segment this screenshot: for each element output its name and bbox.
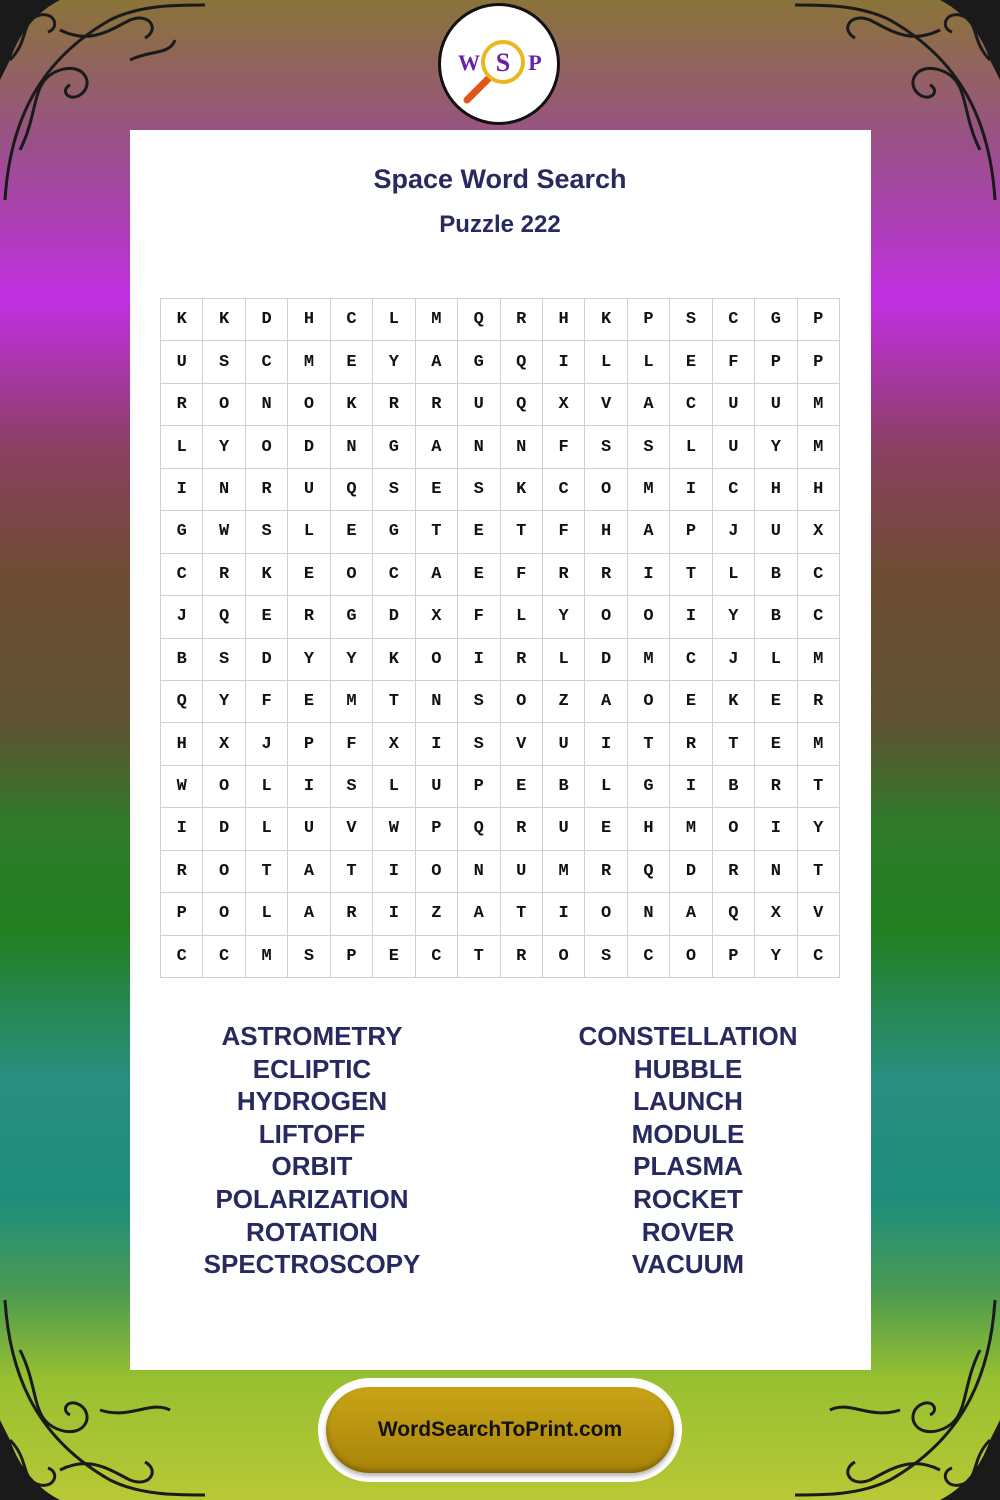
grid-cell[interactable]: W [203, 511, 245, 553]
grid-cell[interactable]: Q [458, 299, 500, 341]
grid-cell[interactable]: F [246, 681, 288, 723]
grid-cell[interactable]: K [585, 299, 627, 341]
grid-cell[interactable]: M [798, 723, 840, 765]
grid-cell[interactable]: U [543, 723, 585, 765]
word-list-item: ORBIT [271, 1151, 353, 1182]
grid-cell[interactable]: I [585, 723, 627, 765]
grid-cell[interactable]: F [543, 426, 585, 468]
grid-cell[interactable]: P [670, 511, 712, 553]
grid-cell[interactable]: Y [373, 341, 415, 383]
grid-cell[interactable]: O [288, 384, 330, 426]
grid-cell[interactable]: H [628, 808, 670, 850]
word-list-item: ROVER [641, 1216, 735, 1247]
grid-cell[interactable]: L [288, 511, 330, 553]
grid-cell[interactable]: M [628, 469, 670, 511]
grid-cell[interactable]: R [501, 936, 543, 978]
grid-cell[interactable]: M [288, 341, 330, 383]
grid-cell[interactable]: T [501, 893, 543, 935]
grid-cell[interactable]: J [161, 596, 203, 638]
grid-cell[interactable]: I [288, 766, 330, 808]
grid-cell[interactable]: U [501, 851, 543, 893]
grid-cell[interactable]: A [628, 384, 670, 426]
grid-cell[interactable]: H [755, 469, 797, 511]
grid-cell[interactable]: S [628, 426, 670, 468]
grid-cell[interactable]: G [628, 766, 670, 808]
grid-cell[interactable]: R [373, 384, 415, 426]
word-list-item: MODULE [631, 1118, 745, 1149]
grid-cell[interactable]: A [416, 426, 458, 468]
grid-cell[interactable]: I [670, 469, 712, 511]
word-list-item: ROTATION [246, 1216, 378, 1247]
grid-cell[interactable]: G [755, 299, 797, 341]
grid-cell[interactable]: C [416, 936, 458, 978]
grid-cell[interactable]: Y [203, 426, 245, 468]
grid-cell[interactable]: Y [798, 808, 840, 850]
word-list-item: VACUUM [631, 1249, 745, 1280]
grid-cell[interactable]: O [331, 554, 373, 596]
grid-cell[interactable]: T [798, 766, 840, 808]
grid-cell[interactable]: G [331, 596, 373, 638]
grid-cell[interactable]: A [288, 893, 330, 935]
word-list-item: HYDROGEN [236, 1086, 388, 1117]
grid-cell[interactable]: P [288, 723, 330, 765]
grid-cell[interactable]: O [203, 384, 245, 426]
grid-cell[interactable]: Y [203, 681, 245, 723]
grid-cell[interactable]: B [543, 766, 585, 808]
grid-cell[interactable]: B [161, 639, 203, 681]
word-list-item: POLARIZATION [215, 1183, 409, 1214]
grid-cell[interactable]: C [798, 596, 840, 638]
grid-cell[interactable]: T [670, 554, 712, 596]
grid-cell[interactable]: R [161, 851, 203, 893]
grid-cell[interactable]: N [755, 851, 797, 893]
grid-cell[interactable]: M [798, 426, 840, 468]
grid-cell[interactable]: M [416, 299, 458, 341]
grid-cell[interactable]: O [203, 893, 245, 935]
grid-cell[interactable]: Y [713, 596, 755, 638]
grid-cell[interactable]: E [288, 554, 330, 596]
grid-cell[interactable]: D [670, 851, 712, 893]
grid-cell[interactable]: P [458, 766, 500, 808]
word-list-item: LIFTOFF [258, 1118, 366, 1149]
grid-cell[interactable]: I [543, 893, 585, 935]
grid-cell[interactable]: T [416, 511, 458, 553]
grid-cell[interactable]: A [670, 893, 712, 935]
grid-cell[interactable]: E [331, 511, 373, 553]
grid-cell[interactable]: Y [288, 639, 330, 681]
grid-cell[interactable]: B [713, 766, 755, 808]
grid-cell[interactable]: Q [203, 596, 245, 638]
grid-cell[interactable]: U [543, 808, 585, 850]
grid-cell[interactable]: W [373, 808, 415, 850]
grid-cell[interactable]: T [713, 723, 755, 765]
grid-cell[interactable]: C [670, 639, 712, 681]
grid-cell[interactable]: U [416, 766, 458, 808]
grid-cell[interactable]: E [288, 681, 330, 723]
grid-cell[interactable]: O [628, 596, 670, 638]
grid-cell[interactable]: N [458, 851, 500, 893]
grid-cell[interactable]: J [713, 511, 755, 553]
letter-grid [160, 298, 840, 978]
grid-cell[interactable]: F [713, 341, 755, 383]
grid-cell[interactable]: L [246, 766, 288, 808]
grid-cell[interactable]: O [585, 469, 627, 511]
grid-cell[interactable]: I [373, 893, 415, 935]
grid-cell[interactable]: A [416, 341, 458, 383]
puzzle-number: Puzzle 222 [439, 211, 561, 238]
grid-cell[interactable]: S [458, 723, 500, 765]
grid-cell[interactable]: N [246, 384, 288, 426]
grid-cell[interactable]: I [458, 639, 500, 681]
grid-cell[interactable]: H [798, 469, 840, 511]
grid-cell[interactable]: B [755, 596, 797, 638]
grid-cell[interactable]: Z [416, 893, 458, 935]
grid-cell[interactable]: U [755, 511, 797, 553]
grid-cell[interactable]: S [458, 681, 500, 723]
grid-cell[interactable]: I [670, 766, 712, 808]
magnifier-logo-icon [449, 14, 549, 114]
grid-cell[interactable]: S [203, 341, 245, 383]
grid-cell[interactable]: N [458, 426, 500, 468]
grid-cell[interactable]: U [713, 426, 755, 468]
grid-cell[interactable]: N [416, 681, 458, 723]
grid-cell[interactable]: C [246, 341, 288, 383]
word-list-right [528, 1020, 848, 1281]
grid-cell[interactable]: C [331, 299, 373, 341]
grid-cell[interactable]: O [203, 766, 245, 808]
grid-cell[interactable]: Y [755, 936, 797, 978]
grid-cell[interactable]: Q [458, 808, 500, 850]
grid-cell[interactable]: C [798, 554, 840, 596]
grid-cell[interactable]: S [585, 936, 627, 978]
grid-cell[interactable]: X [543, 384, 585, 426]
grid-cell[interactable]: L [713, 554, 755, 596]
grid-cell[interactable]: H [543, 299, 585, 341]
grid-cell[interactable]: P [331, 936, 373, 978]
grid-cell[interactable]: E [755, 723, 797, 765]
grid-cell[interactable]: C [628, 936, 670, 978]
grid-cell[interactable]: E [331, 341, 373, 383]
grid-cell[interactable]: I [161, 808, 203, 850]
grid-cell[interactable]: Q [628, 851, 670, 893]
grid-cell[interactable]: G [373, 511, 415, 553]
grid-cell[interactable]: H [288, 299, 330, 341]
grid-cell[interactable]: K [501, 469, 543, 511]
grid-cell[interactable]: I [670, 596, 712, 638]
grid-cell[interactable]: H [161, 723, 203, 765]
logo-letter-s: S [495, 48, 511, 77]
grid-cell[interactable]: U [288, 808, 330, 850]
grid-cell[interactable]: T [501, 511, 543, 553]
grid-cell[interactable]: L [501, 596, 543, 638]
grid-cell[interactable]: S [458, 469, 500, 511]
grid-cell[interactable]: P [755, 341, 797, 383]
grid-cell[interactable]: Q [713, 893, 755, 935]
grid-cell[interactable]: E [755, 681, 797, 723]
grid-cell[interactable]: L [543, 639, 585, 681]
grid-cell[interactable]: G [458, 341, 500, 383]
grid-cell[interactable]: C [798, 936, 840, 978]
grid-cell[interactable]: F [331, 723, 373, 765]
grid-cell[interactable]: K [331, 384, 373, 426]
grid-cell[interactable]: D [288, 426, 330, 468]
word-list-item: ASTROMETRY [221, 1021, 403, 1051]
grid-cell[interactable]: R [288, 596, 330, 638]
grid-cell[interactable]: F [543, 511, 585, 553]
grid-cell[interactable]: O [543, 936, 585, 978]
grid-cell[interactable]: K [161, 299, 203, 341]
grid-cell[interactable]: N [501, 426, 543, 468]
word-list-item: HUBBLE [633, 1053, 743, 1084]
grid-cell[interactable]: R [246, 469, 288, 511]
grid-cell[interactable]: L [373, 299, 415, 341]
grid-cell[interactable]: A [585, 681, 627, 723]
grid-cell[interactable]: O [585, 893, 627, 935]
grid-cell[interactable]: C [373, 554, 415, 596]
grid-cell[interactable]: L [585, 766, 627, 808]
grid-cell[interactable]: F [501, 554, 543, 596]
grid-cell[interactable]: E [670, 681, 712, 723]
grid-cell[interactable]: O [203, 851, 245, 893]
grid-cell[interactable]: O [713, 808, 755, 850]
grid-cell[interactable]: E [501, 766, 543, 808]
grid-cell[interactable]: B [755, 554, 797, 596]
site-logo[interactable] [438, 3, 560, 125]
grid-cell[interactable]: I [161, 469, 203, 511]
grid-cell[interactable]: R [798, 681, 840, 723]
grid-cell[interactable]: C [670, 384, 712, 426]
grid-cell[interactable]: D [585, 639, 627, 681]
grid-cell[interactable]: M [798, 384, 840, 426]
word-list-item: SPECTROSCOPY [203, 1249, 421, 1280]
grid-cell[interactable]: V [585, 384, 627, 426]
grid-cell[interactable]: I [755, 808, 797, 850]
grid-cell[interactable]: I [628, 554, 670, 596]
grid-cell[interactable]: X [798, 511, 840, 553]
grid-cell[interactable]: E [373, 936, 415, 978]
grid-cell[interactable]: S [203, 639, 245, 681]
grid-cell[interactable]: Q [161, 681, 203, 723]
word-list-item: PLASMA [633, 1151, 743, 1182]
grid-cell[interactable]: R [501, 299, 543, 341]
grid-cell[interactable]: L [585, 341, 627, 383]
grid-cell[interactable]: P [628, 299, 670, 341]
grid-cell[interactable]: R [585, 554, 627, 596]
grid-cell[interactable]: V [331, 808, 373, 850]
grid-cell[interactable]: D [246, 639, 288, 681]
grid-cell[interactable]: T [798, 851, 840, 893]
grid-cell[interactable]: L [670, 426, 712, 468]
grid-cell[interactable]: V [501, 723, 543, 765]
grid-cell[interactable]: Y [331, 639, 373, 681]
grid-cell[interactable]: L [373, 766, 415, 808]
grid-cell[interactable]: C [713, 469, 755, 511]
grid-cell[interactable]: P [416, 808, 458, 850]
grid-cell[interactable]: R [670, 723, 712, 765]
grid-cell[interactable]: P [798, 341, 840, 383]
grid-cell[interactable]: O [501, 681, 543, 723]
puzzle-title: Space Word Search [373, 164, 627, 194]
grid-cell[interactable]: T [373, 681, 415, 723]
grid-cell[interactable]: L [246, 808, 288, 850]
grid-cell[interactable]: D [203, 808, 245, 850]
grid-cell[interactable]: T [628, 723, 670, 765]
grid-cell[interactable]: I [373, 851, 415, 893]
grid-cell[interactable]: O [628, 681, 670, 723]
grid-cell[interactable]: I [416, 723, 458, 765]
grid-cell[interactable]: R [203, 554, 245, 596]
grid-cell[interactable]: S [670, 299, 712, 341]
grid-cell[interactable]: R [543, 554, 585, 596]
grid-cell[interactable]: J [713, 639, 755, 681]
grid-cell[interactable]: T [331, 851, 373, 893]
grid-cell[interactable]: A [458, 893, 500, 935]
grid-cell[interactable]: O [416, 851, 458, 893]
grid-cell[interactable]: R [331, 893, 373, 935]
grid-cell[interactable]: U [713, 384, 755, 426]
grid-cell[interactable]: K [203, 299, 245, 341]
grid-cell[interactable]: P [713, 936, 755, 978]
grid-cell[interactable]: R [755, 766, 797, 808]
grid-cell[interactable]: C [161, 554, 203, 596]
grid-cell[interactable]: E [458, 554, 500, 596]
grid-cell[interactable]: L [161, 426, 203, 468]
grid-cell[interactable]: K [373, 639, 415, 681]
grid-cell[interactable]: C [161, 936, 203, 978]
grid-cell[interactable]: Z [543, 681, 585, 723]
grid-cell[interactable]: U [161, 341, 203, 383]
grid-cell[interactable]: S [585, 426, 627, 468]
grid-cell[interactable]: D [246, 299, 288, 341]
grid-cell[interactable]: R [416, 384, 458, 426]
grid-cell[interactable]: E [585, 808, 627, 850]
grid-cell[interactable]: G [373, 426, 415, 468]
website-label[interactable]: WordSearchToPrint.com [326, 1387, 674, 1473]
grid-cell[interactable]: O [246, 426, 288, 468]
grid-cell[interactable]: Y [755, 426, 797, 468]
grid-cell[interactable]: M [543, 851, 585, 893]
grid-cell[interactable]: M [246, 936, 288, 978]
grid-cell[interactable]: K [713, 681, 755, 723]
grid-cell[interactable]: T [246, 851, 288, 893]
grid-cell[interactable]: C [713, 299, 755, 341]
grid-cell[interactable]: C [203, 936, 245, 978]
grid-cell[interactable]: U [288, 469, 330, 511]
grid-cell[interactable]: O [670, 936, 712, 978]
grid-cell[interactable]: R [501, 808, 543, 850]
grid-cell[interactable]: G [161, 511, 203, 553]
grid-cell[interactable]: M [628, 639, 670, 681]
grid-cell[interactable]: Q [331, 469, 373, 511]
grid-cell[interactable]: S [288, 936, 330, 978]
grid-cell[interactable]: L [628, 341, 670, 383]
grid-cell[interactable]: C [543, 469, 585, 511]
grid-cell[interactable]: U [755, 384, 797, 426]
grid-cell[interactable]: E [670, 341, 712, 383]
grid-cell[interactable]: J [246, 723, 288, 765]
grid-cell[interactable]: Q [501, 341, 543, 383]
grid-cell[interactable]: X [416, 596, 458, 638]
grid-cell[interactable]: D [373, 596, 415, 638]
logo-letter-w: W [458, 50, 480, 75]
grid-cell[interactable]: E [246, 596, 288, 638]
grid-cell[interactable]: N [628, 893, 670, 935]
grid-cell[interactable]: R [585, 851, 627, 893]
grid-cell[interactable]: M [670, 808, 712, 850]
grid-cell[interactable]: L [755, 639, 797, 681]
grid-cell[interactable]: X [203, 723, 245, 765]
grid-cell[interactable]: X [755, 893, 797, 935]
grid-cell[interactable]: U [458, 384, 500, 426]
grid-cell[interactable]: R [713, 851, 755, 893]
grid-cell[interactable]: R [501, 639, 543, 681]
logo-letter-p: P [528, 50, 542, 75]
grid-cell[interactable]: V [798, 893, 840, 935]
grid-cell[interactable]: O [585, 596, 627, 638]
grid-cell[interactable]: E [416, 469, 458, 511]
grid-cell[interactable]: M [331, 681, 373, 723]
grid-cell[interactable]: S [331, 766, 373, 808]
website-button[interactable] [318, 1378, 682, 1482]
grid-cell[interactable]: P [161, 893, 203, 935]
grid-cell[interactable]: R [161, 384, 203, 426]
grid-cell[interactable]: F [458, 596, 500, 638]
word-list-item: ROCKET [633, 1183, 743, 1214]
word-list-item: ECLIPTIC [252, 1053, 372, 1084]
grid-cell[interactable]: M [798, 639, 840, 681]
grid-cell[interactable]: S [373, 469, 415, 511]
grid-cell[interactable]: X [373, 723, 415, 765]
word-list-item: LAUNCH [633, 1086, 743, 1117]
grid-cell[interactable]: A [416, 554, 458, 596]
grid-cell[interactable]: Q [501, 384, 543, 426]
grid-cell[interactable]: A [288, 851, 330, 893]
grid-cell[interactable]: E [458, 511, 500, 553]
grid-cell[interactable]: A [628, 511, 670, 553]
grid-cell[interactable]: O [416, 639, 458, 681]
grid-cell[interactable]: T [458, 936, 500, 978]
grid-cell[interactable]: L [246, 893, 288, 935]
grid-cell[interactable]: S [246, 511, 288, 553]
grid-cell[interactable]: N [203, 469, 245, 511]
grid-cell[interactable]: Y [543, 596, 585, 638]
word-list-item: CONSTELLATION [578, 1021, 798, 1051]
grid-cell[interactable]: K [246, 554, 288, 596]
grid-cell[interactable]: I [543, 341, 585, 383]
grid-cell[interactable]: N [331, 426, 373, 468]
word-list-left [152, 1020, 472, 1281]
grid-cell[interactable]: H [585, 511, 627, 553]
grid-cell[interactable]: P [798, 299, 840, 341]
grid-cell[interactable]: W [161, 766, 203, 808]
